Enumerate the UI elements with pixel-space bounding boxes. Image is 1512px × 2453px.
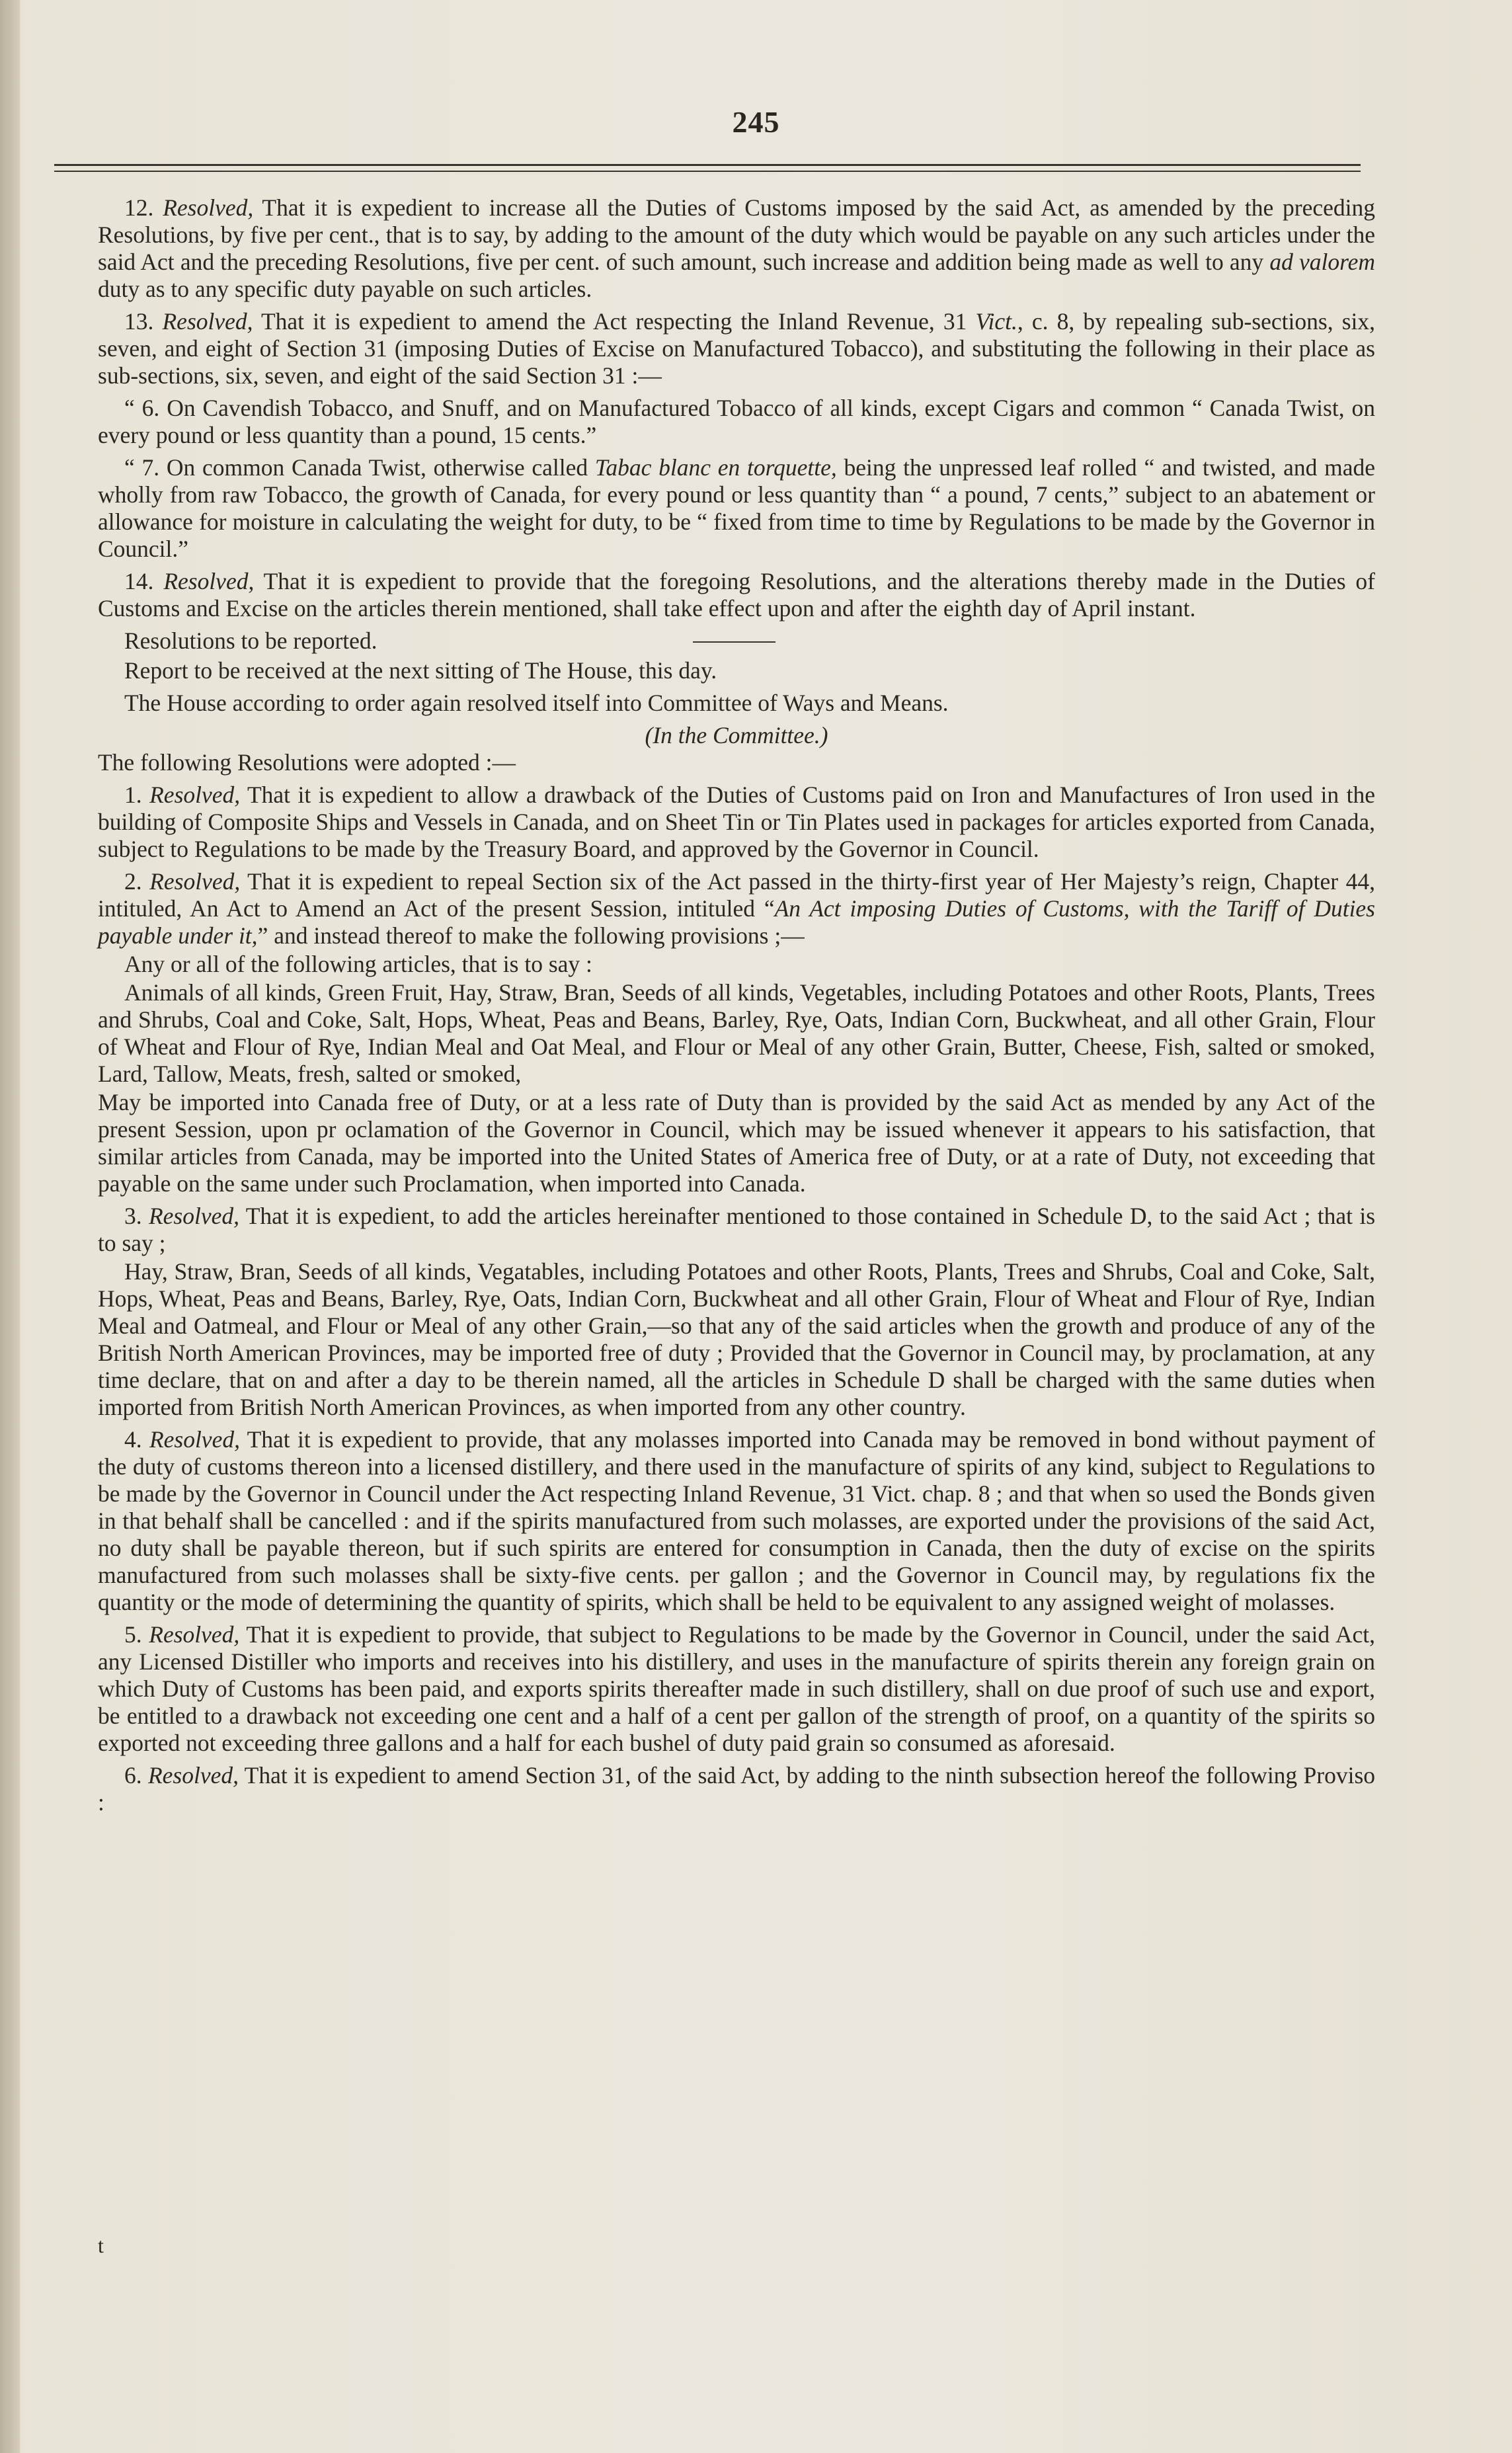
resolved-label: Resolved, [148, 1203, 239, 1229]
resolution-4 [98, 1426, 1375, 1616]
resolved-label: Resolved, [149, 782, 241, 808]
resolved-label: Resolved, [163, 568, 255, 594]
resolution-number: 3. [124, 1203, 142, 1229]
paragraph-text-tail: , c. 8, by repealing sub-sections, six, seven, and eight of Section 31 (imposing Duties of Excise on Manufactured Tobacco), and substituting the following in their place as sub-sections, six, seven, and eight of the said Section 31 :— [98, 308, 1376, 389]
paragraph-text: “ 6. On Cavendish Tobacco, and Snuff, and on Manufactured Tobacco of all kinds, except Cigars and common “ Canada Twist, on every pound or less quantity than a pound, 15 cents.” [98, 395, 1375, 448]
paragraph-text: That it is expedient to amend the Act respecting the Inland Revenue, 31 [253, 308, 967, 335]
page-number: 245 [732, 105, 780, 139]
italic-text: (In the Committee.) [645, 722, 828, 748]
document-body [98, 194, 1375, 1822]
italic-text: ad valorem [1269, 249, 1376, 275]
paragraph-text: The House according to order again resolved itself into Committee of Ways and Means. [124, 690, 949, 716]
paragraph-text: That it is expedient to repeal Section six of the Act passed in the thirty-first year of Her Majesty’s reign, Chapter 44, intituled, An Act to Amend an Act of the present Session, intituled “ [98, 868, 1376, 922]
report-note [98, 657, 1375, 684]
paragraph-text: The following Resolutions were adopted :— [98, 749, 516, 776]
paragraph-text: Animals of all kinds, Green Fruit, Hay, Straw, Bran, Seeds of all kinds, Vegetables, including Potatoes and other Roots, Plants, Trees and Shrubs, Coal and Coke, Salt, Hops, Wheat, Peas and Beans, Barley, Rye, Oats, Indian Corn, Buckwheat, and all other Grain, Flour of Wheat and Flour of Rye, Indian Meal and Oat Meal, and Flour or Meal of any other Grain, Butter, Cheese, Fish, salted or smoked, Lard, Tallow, Meats, fresh, salted or smoked, [98, 979, 1375, 1087]
resolved-label: Resolved, [149, 1621, 240, 1648]
italic-text: Vict. [975, 308, 1017, 335]
paragraph-text: That it is expedient to amend Section 31, of the said Act, by adding to the ninth subsection hereof the following Proviso : [98, 1762, 1376, 1816]
articles-list [98, 979, 1375, 1088]
resolution-12 [98, 194, 1375, 303]
subsection-7 [98, 454, 1375, 563]
resolved-label: Resolved, [149, 1426, 240, 1453]
paragraph-text: May be imported into Canada free of Duty, or at a less rate of Duty than is provided by the said Act as mended by any Act of the present Session, upon pr oclamation of the Governor in Council, which may be issued whenever it appears to his satisfaction, that similar articles from Canada, may be imported into the United States of America free of Duty, or at a rate of Duty, not exceeding that payable on the same under such Proclamation, when imported into Canada. [98, 1089, 1375, 1197]
italic-text: An Act imposing Duties of Customs, with the Tariff of Duties payable under it, [98, 895, 1376, 949]
committee-note [98, 690, 1375, 717]
italic-text: Tabac blanc en torquette, [594, 454, 837, 481]
resolution-5 [98, 1621, 1375, 1757]
resolution-number: 14. [124, 568, 154, 594]
resolution-6 [98, 1762, 1375, 1816]
resolved-label: Resolved, [162, 308, 253, 335]
resolved-label: Resolved, [163, 194, 254, 221]
resolution-14 [98, 568, 1375, 622]
import-provision [98, 1089, 1375, 1197]
resolution-number: 13. [124, 308, 154, 335]
paragraph-text: Hay, Straw, Bran, Seeds of all kinds, Vegatables, including Potatoes and other Roots, Plants, Trees and Shrubs, Coal and Coke, Salt, Hops, Wheat, Peas and Beans, Barley, Rye, Oats, Indian Corn, Buckwheat and all other Grain, Flour of Wheat and Flour of Rye, Indian Meal and Oatmeal, and Flour or Meal of any other Grain,—so that any of the said articles when the growth and produce of any of the British North American Provinces, may be imported free of duty ; Provided that the Governor in Council may, by proclamation, at any time declare, that on and after a day to be therein named, all the articles in Schedule D shall be charged with the same duties when imported from British North American Provinces, as when imported from any other country. [98, 1258, 1375, 1420]
paragraph-text-tail: duty as to any specific duty payable on such articles. [98, 276, 592, 302]
paragraph-text-tail: ” and instead thereof to make the following provisions ;— [257, 922, 805, 949]
subsection-6 [98, 395, 1375, 449]
header-rule-thin [54, 171, 1361, 172]
paragraph-text: That it is expedient to increase all the Duties of Customs imposed by the said Act, as amended by the preceding Resolutions, by five per cent., that is to say, by adding to the amount of the duty which would be payable on any such articles under the said Act and the preceding Resolutions, five per cent. of such amount, such increase and addition being made as well to any [98, 194, 1375, 275]
paragraph-text: That it is expedient to provide that the foregoing Resolutions, and the alterations thereby made in the Duties of Customs and Excise on the articles therein mentioned, shall take effect upon and after the eighth day of April instant. [98, 568, 1376, 622]
resolved-label: Resolved, [149, 868, 241, 895]
resolution-2 [98, 868, 1375, 949]
resolution-1 [98, 782, 1375, 863]
paragraph-text-tail: being the unpressed leaf rolled “ and twisted, and made wholly from raw Tobacco, the growth of Canada, for every pound or less quantity than “ a pound, 7 cents,” subject to an abatement or allowance for moisture in calculating the weight for duty, to be “ fixed from time to time by Regulations to be made by the Governor in Council.” [98, 454, 1376, 562]
resolution-number: 4. [124, 1426, 142, 1453]
resolution-number: 12. [124, 194, 154, 221]
paragraph-text: Report to be received at the next sitting of The House, this day. [124, 657, 717, 684]
paragraph-text: Resolutions to be reported. [124, 627, 378, 654]
paragraph-text: That it is expedient, to add the articles hereinafter mentioned to those contained in Schedule D, to the said Act ; that is to say ; [98, 1203, 1376, 1256]
resolution-number: 5. [124, 1621, 142, 1648]
section-divider [693, 641, 776, 643]
adopted-note [98, 749, 1375, 776]
committee-heading [98, 722, 1375, 749]
header-rule [54, 164, 1361, 166]
resolved-label: Resolved, [147, 1762, 239, 1789]
schedule-d-articles [98, 1258, 1375, 1421]
paragraph-text: That it is expedient to allow a drawback of the Duties of Customs paid on Iron and Manufactures of Iron used in the building of Composite Ships and Vessels in Canada, and on Sheet Tin or Tin Plates used in packages for articles exported from Canada, subject to Regulations to be made by the Treasury Board, and approved by the Governor in Council. [98, 782, 1376, 862]
binding-gutter [0, 0, 20, 2453]
resolution-number: 2. [124, 868, 142, 895]
articles-intro [98, 951, 1375, 978]
resolution-number: 1. [124, 782, 142, 808]
paragraph-text: “ 7. On common Canada Twist, otherwise called [124, 454, 588, 481]
resolution-number: 6. [124, 1762, 142, 1789]
resolution-13 [98, 308, 1375, 389]
paragraph-text: That it is expedient to provide, that any molasses imported into Canada may be removed in bond without payment of the duty of customs thereon into a licensed distillery, and there used in the manufacture of spirits of any kind, subject to Regulations to be made by the Governor in Council under the Act respecting Inland Revenue, 31 Vict. chap. 8 ; and that when so used the Bonds given in that behalf shall be cancelled : and if the spirits manufactured from such molasses, are exported under the provisions of the said Act, no duty shall be payable thereon, but if such spirits are entered for consumption in Canada, then the duty of excise on the spirits manufactured from such molasses shall be sixty-five cents. per gallon ; and the Governor in Council may, by regulations fix the quantity or the mode of determining the quantity of spirits, which shall be held to be equivalent to any assigned weight of molasses. [98, 1426, 1376, 1615]
resolution-3 [98, 1203, 1375, 1257]
bottom-marker: t [98, 2233, 104, 2257]
paragraph-text: That it is expedient to provide, that subject to Regulations to be made by the Governor in Council, under the said Act, any Licensed Distiller who imports and receives into his distillery, and uses in the manufacture of spirits therein any foreign grain on which Duty of Customs has been paid, and exports spirits thereafter made in such distillery, shall on due proof of such use and export, be entitled to a drawback not exceeding one cent and a half of a cent per gallon of the strength of proof, on a quantity of the spirits so exported not exceeding three gallons and a half for each bushel of duty paid grain so consumed as aforesaid. [98, 1621, 1375, 1756]
paragraph-text: Any or all of the following articles, that is to say : [124, 951, 592, 977]
